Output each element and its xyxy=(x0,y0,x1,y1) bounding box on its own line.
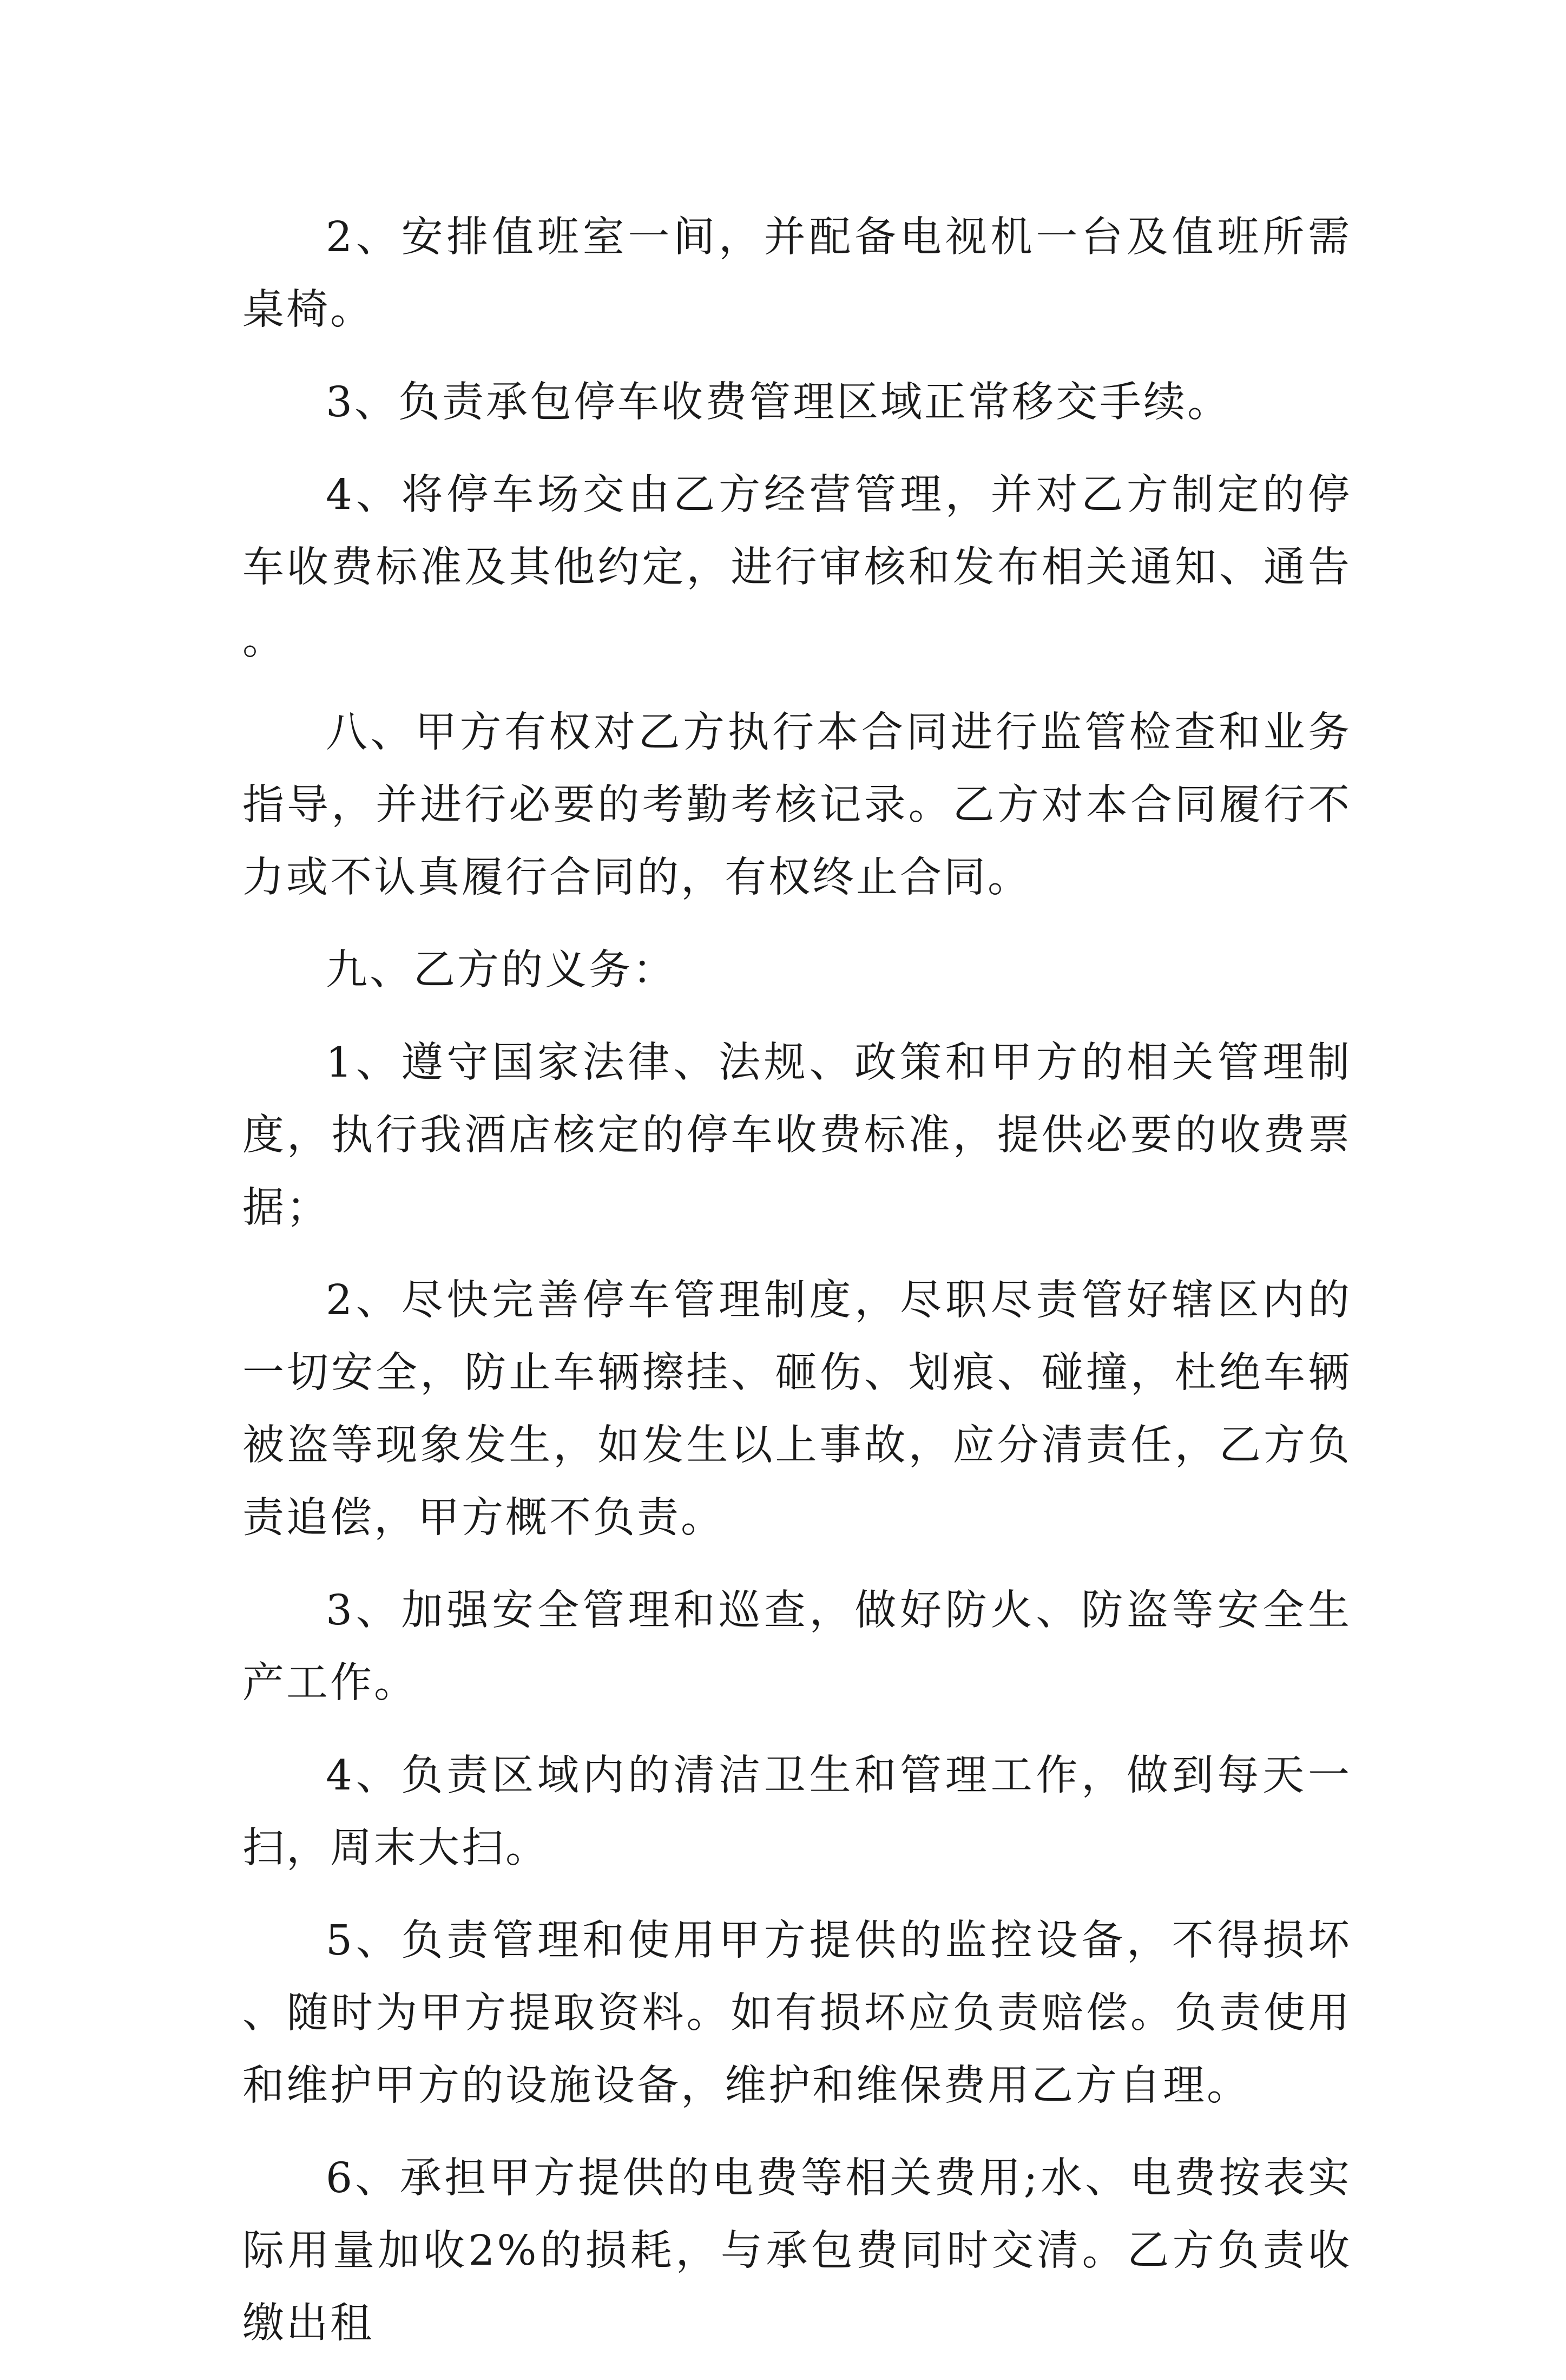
paragraph-item-2-duty-room: 2、安排值班室一间，并配备电视机一台及值班所需桌椅。 xyxy=(242,213,1352,334)
paragraph-duty-2-safety: 2、尽快完善停车管理制度，尽职尽责管好辖区内的一切安全，防止车辆擦挂、砸伤、划痕、碰撞，杜绝车辆被盗等现象发生，如发生以上事故，应分清责任，乙方负责追偿，甲方概不负责。 xyxy=(242,1276,1352,1542)
document-body xyxy=(242,201,1352,2380)
paragraph-duty-1-compliance: 1、遵守国家法律、法规、政策和甲方的相关管理制度，执行我酒店核定的停车收费标准，提供必要的收费票据； xyxy=(242,1039,1352,1232)
paragraph-item-3-handover: 3、负责承包停车收费管理区域正常移交手续。 xyxy=(326,378,1231,427)
paragraph-clause-8-supervision: 八、甲方有权对乙方执行本合同进行监管检查和业务指导，并进行必要的考勤考核记录。乙方对本合同履行不力或不认真履行合同的，有权终止合同。 xyxy=(242,709,1352,902)
paragraph-duty-5-equipment: 5、负责管理和使用甲方提供的监控设备，不得损坏、随时为甲方提取资料。如有损坏应负责赔偿。负责使用和维护甲方的设施设备，维护和维保费用乙方自理。 xyxy=(242,1917,1352,2110)
paragraph-duty-4-cleaning: 4、负责区域内的清洁卫生和管理工作，做到每天一扫，周末大扫。 xyxy=(242,1752,1352,1872)
paragraph-duty-6-fees: 6、承担甲方提供的电费等相关费用;水、电费按表实际用量加收2%的损耗，与承包费同时交清。乙方负责收缴出租 xyxy=(242,2154,1352,2348)
paragraph-duty-3-patrol: 3、加强安全管理和巡查，做好防火、防盗等安全生产工作。 xyxy=(242,1586,1352,1707)
paragraph-item-4-management: 4、将停车场交由乙方经营管理，并对乙方制定的停车收费标准及其他约定，进行审核和发布相关通知、通告。 xyxy=(242,471,1352,664)
paragraph-clause-9-heading: 九、乙方的义务： xyxy=(326,946,676,994)
